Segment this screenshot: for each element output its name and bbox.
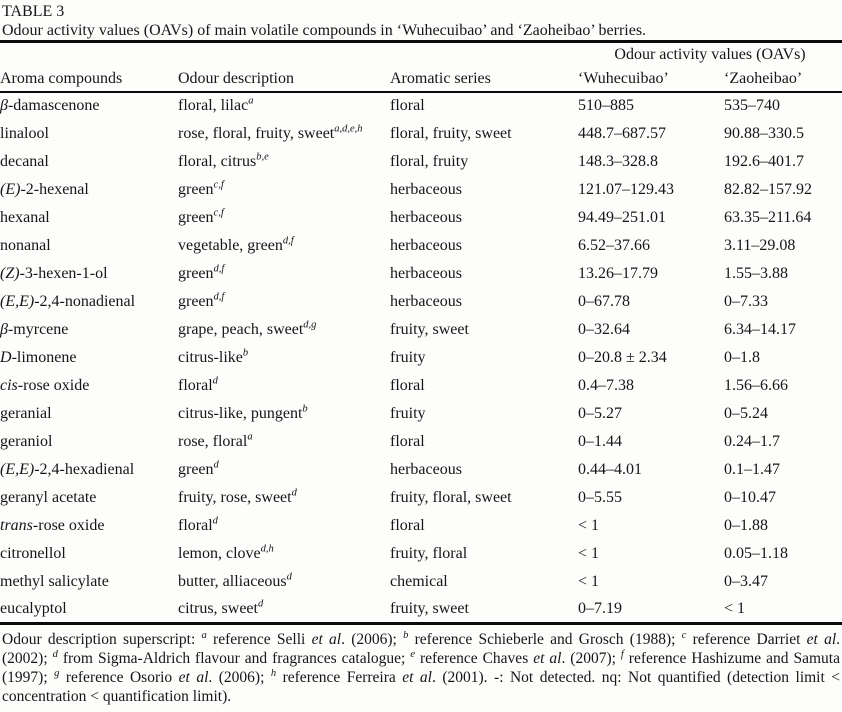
table-row bbox=[0, 596, 842, 624]
zaoheibao-cell: 0–3.47 bbox=[724, 572, 768, 590]
zaoheibao-cell: 0–10.47 bbox=[724, 488, 776, 506]
series-cell: floral bbox=[390, 376, 425, 394]
description-cell: citrus, sweet$^d$ bbox=[178, 598, 264, 617]
table-row bbox=[0, 204, 842, 232]
table-header bbox=[0, 42, 842, 92]
compound-cell: trans-rose oxide bbox=[0, 516, 105, 534]
zaoheibao-cell: 0–7.33 bbox=[724, 292, 768, 310]
zaoheibao-cell: 6.34–14.17 bbox=[724, 320, 796, 338]
column-header-row bbox=[0, 67, 842, 92]
series-cell: fruity, sweet bbox=[390, 599, 469, 617]
table-row bbox=[0, 232, 842, 260]
oav-group-header: Odour activity values (OAVs) bbox=[614, 45, 806, 63]
zaoheibao-cell: 3.11–29.08 bbox=[724, 236, 796, 254]
description-cell: floral$^d$ bbox=[178, 375, 218, 394]
wuhecuibao-cell: 94.49–251.01 bbox=[578, 208, 666, 226]
wuhecuibao-cell: 448.7–687.57 bbox=[578, 124, 666, 142]
zaoheibao-cell: 535–740 bbox=[724, 97, 780, 114]
wuhecuibao-cell: 6.52–37.66 bbox=[578, 236, 650, 254]
compound-cell: geraniol bbox=[0, 432, 53, 450]
zaoheibao-cell: 82.82–157.92 bbox=[724, 180, 812, 198]
compound-cell: decanal bbox=[0, 152, 49, 170]
wuhecuibao-cell: 0–20.8 ± 2.34 bbox=[578, 348, 667, 366]
zaoheibao-cell: 0–1.88 bbox=[724, 516, 768, 534]
compound-cell: geranial bbox=[0, 404, 52, 422]
column-header-aroma-compounds: Aroma compounds bbox=[0, 67, 178, 92]
table-row bbox=[0, 484, 842, 512]
table-row bbox=[0, 400, 842, 428]
wuhecuibao-cell: < 1 bbox=[578, 572, 600, 590]
wuhecuibao-cell: 0–1.44 bbox=[578, 432, 622, 450]
series-cell: fruity bbox=[390, 404, 426, 422]
description-cell: fruity, rose, sweet$^d$ bbox=[178, 487, 297, 506]
zaoheibao-cell: 63.35–211.64 bbox=[724, 208, 812, 226]
compound-cell: citronellol bbox=[0, 544, 66, 562]
description-cell: vegetable, green$^{d,f}$ bbox=[178, 235, 294, 254]
description-cell: green$^{c,f}$ bbox=[178, 179, 224, 198]
compound-cell: D-limonene bbox=[0, 348, 77, 366]
caption-block bbox=[0, 0, 842, 40]
description-cell: rose, floral$^a$ bbox=[178, 431, 253, 450]
compound-cell: nonanal bbox=[0, 236, 51, 254]
series-cell: herbaceous bbox=[390, 264, 462, 282]
column-header-aromatic-series: Aromatic series bbox=[390, 67, 578, 92]
series-cell: fruity bbox=[390, 348, 426, 366]
series-cell: fruity, floral, sweet bbox=[390, 488, 512, 506]
wuhecuibao-cell: 13.26–17.79 bbox=[578, 264, 658, 282]
table-row bbox=[0, 344, 842, 372]
description-cell: grape, peach, sweet$^{d,g}$ bbox=[178, 319, 317, 338]
wuhecuibao-cell: 0–67.78 bbox=[578, 292, 630, 310]
column-header-wuhecuibao: ‘Wuhecuibao’ bbox=[578, 67, 724, 92]
description-cell: green$^{d,f}$ bbox=[178, 291, 225, 310]
wuhecuibao-cell: 0.44–4.01 bbox=[578, 460, 642, 478]
series-cell: herbaceous bbox=[390, 460, 462, 478]
table-row bbox=[0, 92, 842, 120]
compound-cell: (E,E)-2,4-hexadienal bbox=[0, 460, 135, 478]
column-header-zaoheibao: ‘Zaoheibao’ bbox=[724, 67, 842, 92]
description-cell: green$^{c,f}$ bbox=[178, 207, 224, 226]
series-cell: floral bbox=[390, 516, 425, 534]
zaoheibao-cell: 0.1–1.47 bbox=[724, 460, 780, 478]
zaoheibao-cell: 0–1.8 bbox=[724, 348, 760, 366]
table-row bbox=[0, 372, 842, 400]
table-row bbox=[0, 120, 842, 148]
table-row bbox=[0, 428, 842, 456]
series-cell: herbaceous bbox=[390, 236, 462, 254]
series-cell: floral, fruity bbox=[390, 152, 469, 170]
description-cell: rose, floral, fruity, sweet$^{a,d,e,h}$ bbox=[178, 123, 363, 142]
description-cell: citrus-like, pungent$^b$ bbox=[178, 403, 308, 422]
group-header-spacer bbox=[0, 42, 578, 67]
series-cell: herbaceous bbox=[390, 292, 462, 310]
zaoheibao-cell: 0.05–1.18 bbox=[724, 544, 788, 562]
wuhecuibao-cell: 121.07–129.43 bbox=[578, 180, 674, 198]
description-cell: green$^d$ bbox=[178, 459, 219, 478]
zaoheibao-cell: 1.55–3.88 bbox=[724, 264, 788, 282]
compound-cell: cis-rose oxide bbox=[0, 376, 90, 394]
zaoheibao-cell: 1.56–6.66 bbox=[724, 376, 788, 394]
series-cell: floral bbox=[390, 432, 425, 450]
group-header-row bbox=[0, 42, 842, 67]
description-cell: floral, lilac$^a$ bbox=[178, 95, 254, 114]
table-row bbox=[0, 176, 842, 204]
description-cell: butter, alliaceous$^d$ bbox=[178, 571, 292, 590]
table-row bbox=[0, 288, 842, 316]
compound-cell: (Z)-3-hexen-1-ol bbox=[0, 264, 108, 282]
compound-cell: β-damascenone bbox=[0, 97, 100, 114]
wuhecuibao-cell: 0–7.19 bbox=[578, 599, 622, 617]
compound-cell: linalool bbox=[0, 124, 49, 142]
table-body bbox=[0, 92, 842, 624]
table-row bbox=[0, 456, 842, 484]
series-cell: herbaceous bbox=[390, 180, 462, 198]
wuhecuibao-cell: < 1 bbox=[578, 544, 600, 562]
table-row bbox=[0, 512, 842, 540]
series-cell: floral bbox=[390, 97, 425, 114]
oav-table bbox=[0, 40, 842, 625]
description-cell: green$^{d,f}$ bbox=[178, 263, 225, 282]
compound-cell: geranyl acetate bbox=[0, 488, 97, 506]
zaoheibao-cell: 0.24–1.7 bbox=[724, 432, 780, 450]
compound-cell: eucalyptol bbox=[0, 599, 67, 617]
series-cell: chemical bbox=[390, 572, 448, 590]
wuhecuibao-cell: 0–32.64 bbox=[578, 320, 630, 338]
wuhecuibao-cell: 0–5.55 bbox=[578, 488, 622, 506]
table-number: TABLE 3 bbox=[2, 3, 65, 20]
table-row bbox=[0, 540, 842, 568]
wuhecuibao-cell: < 1 bbox=[578, 516, 600, 534]
table-row bbox=[0, 568, 842, 596]
wuhecuibao-cell: 510–885 bbox=[578, 97, 634, 114]
table-row bbox=[0, 316, 842, 344]
table-caption: Odour activity values (OAVs) of main volatile compounds in ‘Wuhecuibao’ and ‘Zaoheibao’ berries. bbox=[2, 22, 647, 39]
compound-cell: β-myrcene bbox=[0, 320, 69, 338]
table-footnote: Odour description superscript: $^a$ reference Selli et al. (2006); $^b$ reference Schieberle and Grosch (1988); $^c$ reference Darriet et al. (2002); $^d$ from Sigma-Aldrich flavour and fragrances catalogue; $^e$ reference Chaves et al. (2007); $^f$ reference Hashizume and Samuta (1997); $^g$ reference Osorio et al. (2006); $^h$ reference Ferreira et al. (2001). -: Not detected. nq: Not quantified (detection limit < concentration < quantification limit). bbox=[2, 629, 841, 705]
column-header-odour-description: Odour description bbox=[178, 67, 390, 92]
wuhecuibao-cell: 148.3–328.8 bbox=[578, 152, 658, 170]
table-row bbox=[0, 148, 842, 176]
description-cell: floral, citrus$^{b,e}$ bbox=[178, 151, 269, 170]
table-row bbox=[0, 260, 842, 288]
series-cell: fruity, sweet bbox=[390, 320, 469, 338]
compound-cell: methyl salicylate bbox=[0, 572, 109, 590]
wuhecuibao-cell: 0–5.27 bbox=[578, 404, 622, 422]
series-cell: fruity, floral bbox=[390, 544, 468, 562]
zaoheibao-cell: 192.6–401.7 bbox=[724, 152, 804, 170]
description-cell: floral$^d$ bbox=[178, 515, 218, 534]
compound-cell: hexanal bbox=[0, 208, 50, 226]
wuhecuibao-cell: 0.4–7.38 bbox=[578, 376, 634, 394]
compound-cell: (E,E)-2,4-nonadienal bbox=[0, 292, 136, 310]
series-cell: herbaceous bbox=[390, 208, 462, 226]
description-cell: lemon, clove$^{d,h}$ bbox=[178, 543, 274, 562]
series-cell: floral, fruity, sweet bbox=[390, 124, 512, 142]
zaoheibao-cell: < 1 bbox=[724, 599, 746, 617]
zaoheibao-cell: 0–5.24 bbox=[724, 404, 768, 422]
zaoheibao-cell: 90.88–330.5 bbox=[724, 124, 804, 142]
description-cell: citrus-like$^b$ bbox=[178, 347, 249, 366]
compound-cell: (E)-2-hexenal bbox=[0, 180, 89, 198]
